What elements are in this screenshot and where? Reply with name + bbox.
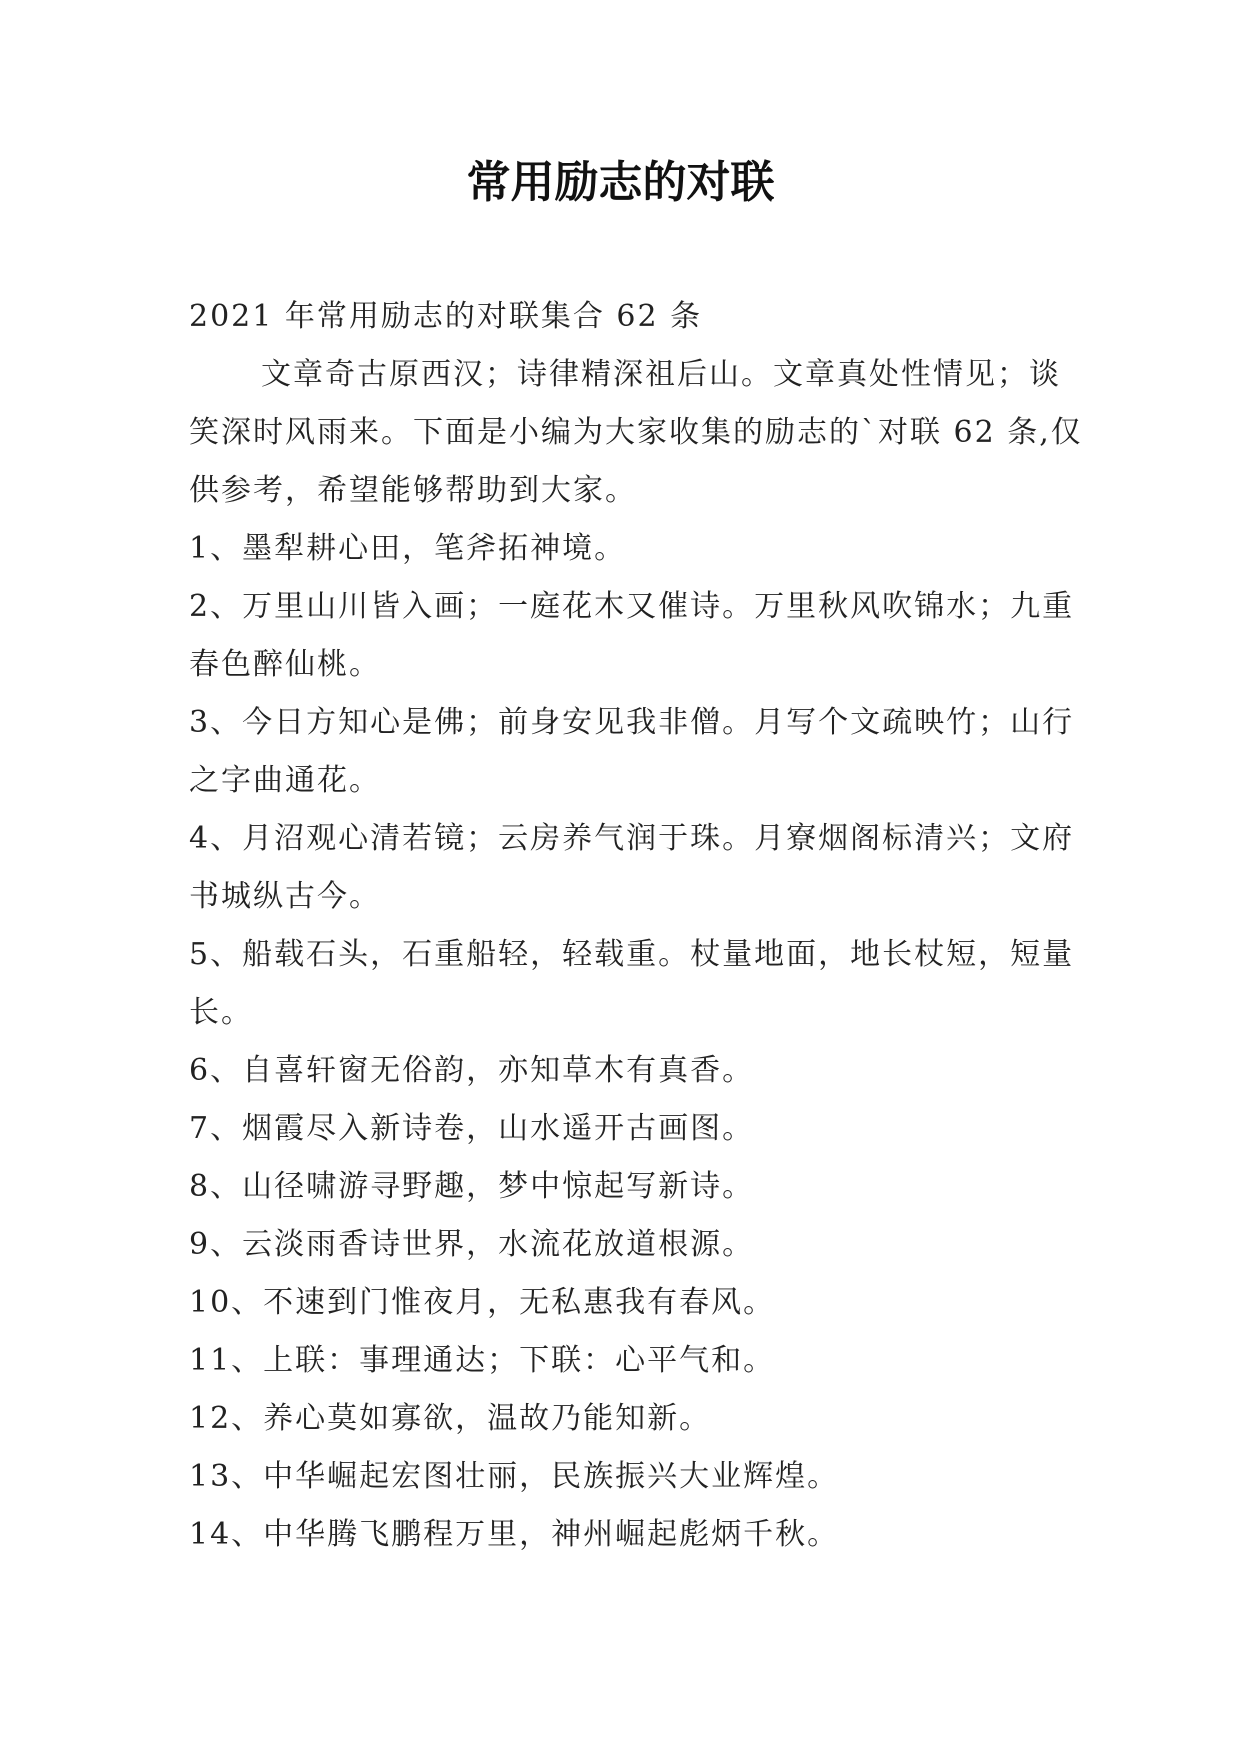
- list-item: 12、养心莫如寡欲，温故乃能知新。: [189, 1401, 712, 1436]
- list-item: 9、云淡雨香诗世界，水流花放道根源。: [189, 1227, 755, 1262]
- list-item: 1、墨犁耕心田，笔斧拓神境。: [189, 531, 627, 566]
- list-item: 6、自喜轩窗无俗韵，亦知草木有真香。: [189, 1053, 755, 1088]
- list-item: 3、今日方知心是佛；前身安见我非僧。月写个文疏映竹；山行之字曲通花。: [189, 705, 1075, 798]
- list-item: 2、万里山川皆入画；一庭花木又催诗。万里秋风吹锦水；九重春色醉仙桃。: [189, 589, 1075, 682]
- list-item: 10、不速到门惟夜月，无私惠我有春风。: [189, 1285, 776, 1320]
- list-item: 11、上联：事理通达；下联：心平气和。: [189, 1343, 776, 1378]
- intro-paragraph: 文章奇古原西汉；诗律精深祖后山。文章真处性情见；谈笑深时风雨来。下面是小编为大家收集的励志的`对联 62 条,仅供参考，希望能够帮助到大家。: [189, 357, 1083, 508]
- list-item: 4、月沼观心清若镜；云房养气润于珠。月寮烟阁标清兴；文府书城纵古今。: [189, 821, 1075, 914]
- list-item: 7、烟霞尽入新诗卷，山水遥开古画图。: [189, 1111, 755, 1146]
- document-title: 常用励志的对联: [466, 157, 775, 208]
- list-item: 14、中华腾飞鹏程万里，神州崛起彪炳千秋。: [189, 1517, 840, 1552]
- list-item: 8、山径啸游寻野趣，梦中惊起写新诗。: [189, 1169, 755, 1204]
- document-body: [189, 288, 1089, 1564]
- list-item: 5、船载石头，石重船轻，轻载重。杖量地面，地长杖短，短量长。: [189, 937, 1075, 1030]
- list-item: 13、中华崛起宏图壮丽，民族振兴大业辉煌。: [189, 1459, 840, 1494]
- document-subtitle: 2021 年常用励志的对联集合 62 条: [189, 299, 703, 334]
